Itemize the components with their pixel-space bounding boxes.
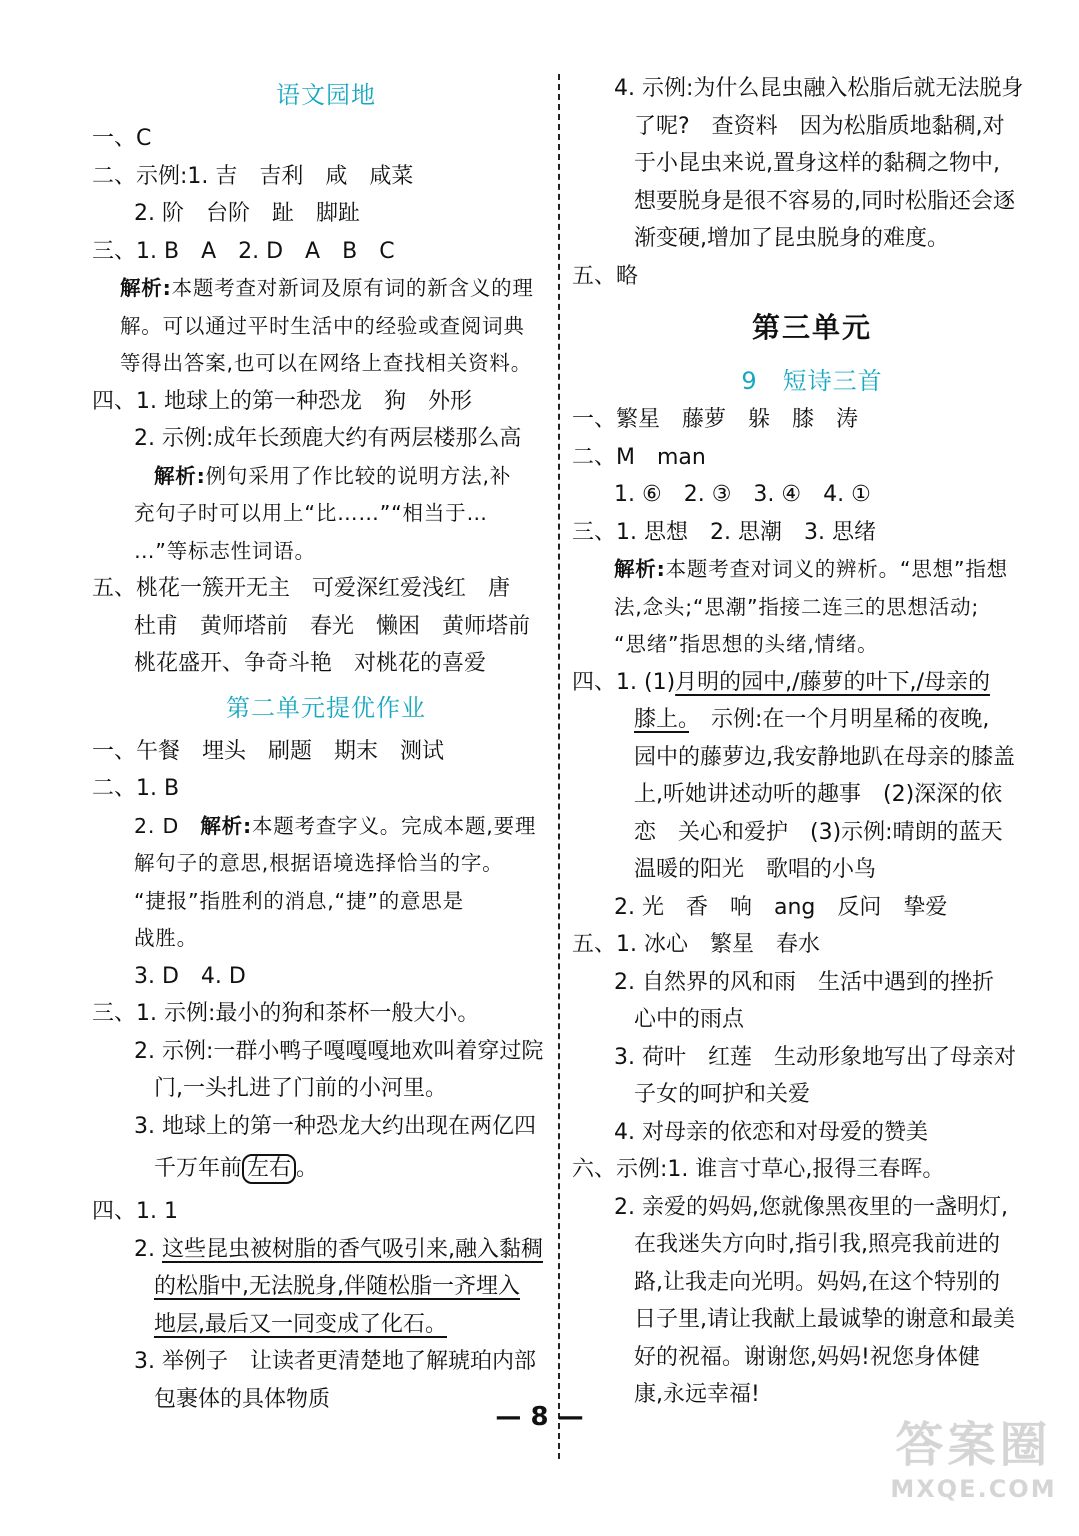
answer-text: 示例:在一个月明星稀的夜晚, [689,707,990,732]
answer-line: 四、1. 地球上的第一种恐龙 狗 外形 [92,388,472,414]
section-title-yuwen-yuandi: 语文园地 [276,81,376,109]
answer-line [92,1306,560,1344]
answer-line [92,1145,560,1193]
watermark-url: MXQE.COM [890,1475,1057,1503]
answer-text: 2. D [134,813,201,838]
answer-line: 一、繁星 藤萝 躲 膝 涛 [572,407,859,432]
answer-line: 于小昆虫来说,置身这样的黏稠之物中, [634,151,1000,176]
answer-line: 一、C [92,126,152,151]
answer-line: 3. D 4. D [134,963,246,989]
answer-text: 2. [134,1236,162,1262]
answer-line: 二、M man [572,444,706,470]
answer-line: 2. 示例:一群小鸭子嘎嘎嘎地欢叫着穿过院 [134,1038,544,1064]
explanation-label: 解析: [120,276,172,300]
answer-line: 三、1. 思想 2. 思潮 3. 思绪 [572,519,876,545]
answer-line: 1. ⑥ 2. ③ 3. ④ 4. ① [614,482,871,507]
answer-line [92,1268,560,1306]
answer-line: 包裹体的具体物质 [154,1386,331,1412]
answer-line: 四、1. 1 [92,1199,178,1224]
answer-line: 心中的雨点 [634,1007,745,1032]
answer-line: 五、略 [572,263,639,289]
answer-line: 了呢? 查资料 因为松脂质地黏稠,对 [634,113,1005,139]
underlined-answer: 膝上。 [634,707,690,732]
explanation-text: 本题考查对新词及原有词的新含义的理 [171,276,534,300]
explanation-line: 战胜。 [134,926,198,950]
answer-line: 在我迷失方向时,指引我,照亮我前进的 [634,1232,1000,1257]
answer-line: 2. 自然界的风和雨 生活中遇到的挫折 [614,969,994,995]
explanation-line: 法,念头;“思潮”指接二连三的思想活动; [614,594,980,619]
unit-title-unit3: 第三单元 [751,311,872,344]
underlined-answer: 的松脂中,无法脱身,伴随松脂一齐埋入 [154,1274,520,1299]
answer-line: 恋 关心和爱护 (3)示例:晴朗的蓝天 [634,819,1003,845]
answer-line: 3. 举例子 让读者更清楚地了解琥珀内部 [134,1349,536,1374]
answer-line: 温暖的阳光 歌唱的小鸟 [634,857,877,882]
explanation-line: 解句子的意思,根据语境选择恰当的字。 [134,851,504,875]
answer-line: 2. 亲爱的妈妈,您就像黑夜里的一盏明灯, [614,1194,1008,1220]
answer-line: 二、1. B [92,776,180,801]
answer-line: 园中的藤萝边,我安静地趴在母亲的膝盖 [634,744,1015,770]
page-number: — 8 — [495,1402,584,1432]
answer-line: 六、示例:1. 谁言寸草心,报得三春晖。 [572,1157,945,1182]
answer-line: 桃花盛开、争奇斗艳 对桃花的喜爱 [134,651,487,676]
explanation-line: “思绪”指思想的头绪,情绪。 [614,632,879,656]
explanation-line: 充句子时可以用上“比……”“相当于… [134,501,488,525]
answer-text: 四、1. (1) [572,669,676,695]
explanation-label: 解析: [154,463,206,488]
explanation-line: …”等标志性词语。 [134,538,316,563]
answer-line: 三、1. 示例:最小的狗和茶杯一般大小。 [92,1001,480,1026]
explanation-label: 解析: [614,557,666,581]
correction-box: 左右 [242,1154,296,1184]
section-title-unit2: 第二单元提优作业 [226,693,426,722]
explanation-line: 等得出答案,也可以在网络上查找相关资料。 [120,351,533,375]
answer-line: 好的祝福。谢谢您,妈妈!祝您身体健 [634,1344,980,1370]
answer-line: 五、1. 冰心 繁星 春水 [572,932,820,957]
answer-line: 2. 阶 台阶 趾 脚趾 [134,201,360,226]
answer-line: 4. 示例:为什么昆虫融入松脂后就无法脱身 [614,76,1024,101]
explanation-text: 本题考查对词义的辨析。“思想”指想 [665,557,1008,581]
left-column [92,70,560,1418]
answer-line [92,808,560,846]
underlined-answer: 地层,最后又一同变成了化石。 [154,1311,447,1337]
answer-line [572,701,1052,739]
answer-line: 2. 光 香 响 ang 反问 挚爱 [614,894,948,920]
answer-line: 3. 地球上的第一种恐龙大约出现在两亿四 [134,1113,536,1139]
answer-line: 杜甫 黄师塔前 春光 懒困 黄师塔前 [134,613,531,639]
section-title-short-poems: 9 短诗三首 [741,367,883,395]
answer-line: 2. 示例:成年长颈鹿大约有两层楼那么高 [134,426,522,451]
answer-line: 日子里,请让我献上最诚挚的谢意和最美 [634,1307,1015,1332]
answer-line: 4. 对母亲的依恋和对母爱的赞美 [614,1119,928,1145]
explanation-line: 解。可以通过平时生活中的经验或查阅词典 [120,313,525,338]
answer-text: 千万年前 [154,1156,243,1181]
answer-line: 康,永远幸福! [634,1382,760,1407]
answer-line: 渐变硬,增加了昆虫脱身的难度。 [634,226,949,251]
answer-line: 门,一头扎进了门前的小河里。 [154,1076,447,1101]
answer-line: 想要脱身是很不容易的,同时松脂还会逐 [634,188,1015,214]
underlined-answer: 月明的园中,/藤萝的叶下,/母亲的 [675,669,990,695]
explanation-text: 本题考查字义。完成本题,要理 [251,813,537,838]
answer-line: 五、桃花一簇开无主 可爱深红爱浅红 唐 [92,576,511,601]
explanation-line [572,551,1052,589]
explanation-line [92,458,560,496]
explanation-label: 解析: [200,813,252,838]
underlined-answer: 这些昆虫被树脂的香气吸引来,融入黏稠 [161,1236,543,1262]
answer-line: 二、示例:1. 吉 吉利 咸 咸菜 [92,163,414,189]
explanation-text: 例句采用了作比较的说明方法,补 [205,463,512,488]
answer-line: 子女的呵护和关爱 [634,1082,811,1107]
answer-line: 三、1. B A 2. D A B C [92,238,395,264]
explanation-line [92,270,560,308]
answer-line [92,1231,560,1269]
answer-line: 3. 荷叶 红莲 生动形象地写出了母亲对 [614,1044,1016,1070]
right-column [572,70,1052,1414]
answer-line: 路,让我走向光明。妈妈,在这个特别的 [634,1269,1000,1295]
site-watermark [886,1416,1061,1526]
explanation-line: “捷报”指胜利的消息,“捷”的意思是 [134,888,464,913]
answer-line [572,664,1052,702]
answer-line: 上,听她讲述动听的趣事 (2)深深的依 [634,782,1003,807]
answer-line: 一、午餐 埋头 刷题 期末 测试 [92,738,445,764]
watermark-logo-text: 答案圈 [895,1417,1052,1473]
answer-text: 。 [296,1156,319,1181]
